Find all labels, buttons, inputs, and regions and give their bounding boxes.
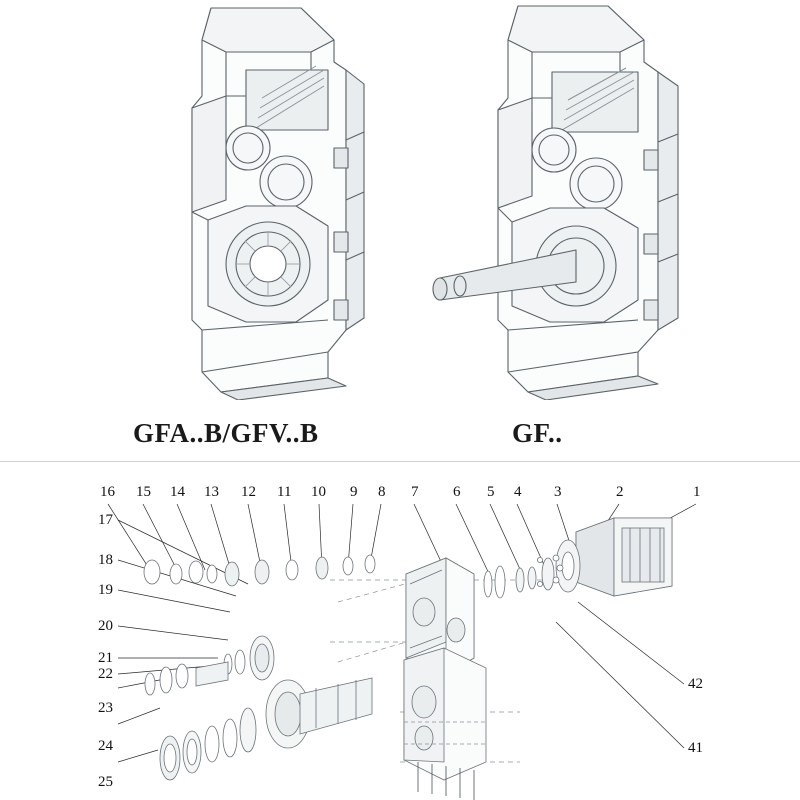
- callout-6: 6: [453, 484, 461, 500]
- callout-2: 2: [616, 484, 624, 500]
- callout-15: 15: [136, 484, 151, 500]
- callout-25: 25: [98, 774, 113, 790]
- callout-23: 23: [98, 700, 113, 716]
- callout-19: 19: [98, 582, 113, 598]
- callout-4: 4: [514, 484, 522, 500]
- callout-9: 9: [350, 484, 358, 500]
- callout-20: 20: [98, 618, 113, 634]
- figure-caption-right: GF..: [512, 418, 563, 448]
- gearbox-figure-right: [400, 0, 700, 400]
- callout-14: 14: [170, 484, 185, 500]
- callout-22: 22: [98, 666, 113, 682]
- callout-21: 21: [98, 650, 113, 666]
- callout-13: 13: [204, 484, 219, 500]
- callout-3: 3: [554, 484, 562, 500]
- callout-1: 1: [693, 484, 701, 500]
- callout-17: 17: [98, 512, 113, 528]
- callout-5: 5: [487, 484, 495, 500]
- callout-7: 7: [411, 484, 419, 500]
- callout-12: 12: [241, 484, 256, 500]
- figure-caption-left: GFA..B/GFV..B: [133, 418, 319, 448]
- callout-41: 41: [688, 740, 703, 756]
- callout-24: 24: [98, 738, 113, 754]
- callout-8: 8: [378, 484, 386, 500]
- callout-11: 11: [277, 484, 292, 500]
- gearbox-figure-left: [96, 0, 376, 400]
- callout-16: 16: [100, 484, 115, 500]
- exploded-parts-diagram: [0, 462, 800, 800]
- callout-10: 10: [311, 484, 326, 500]
- callout-42: 42: [688, 676, 703, 692]
- callout-18: 18: [98, 552, 113, 568]
